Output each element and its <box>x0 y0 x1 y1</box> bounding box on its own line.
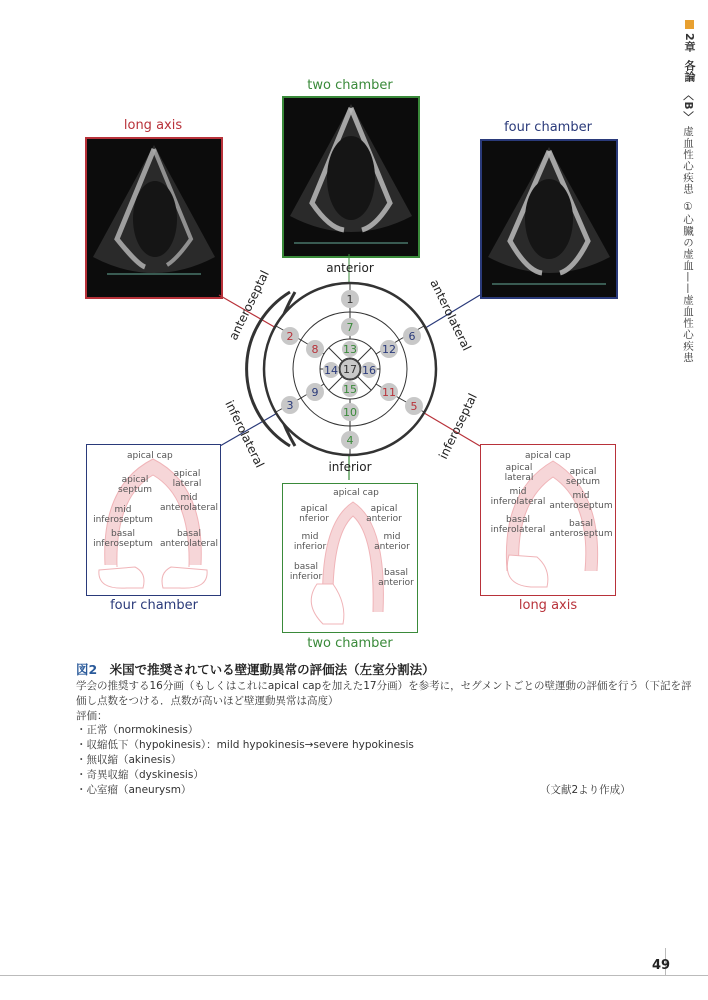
la-apical-cap: apical cap <box>525 451 571 461</box>
segment-15 <box>342 381 358 397</box>
svg-text:13: 13 <box>343 343 357 356</box>
wall-label-inferoseptal: inferoseptal <box>436 391 480 462</box>
fc-apical-septum: apical septum <box>118 475 152 495</box>
section-badge: 〈B〉 <box>682 89 694 122</box>
figure-title: 米国で推奨されている壁運動異常の評価法（左室分割法） <box>109 662 435 677</box>
svg-text:7: 7 <box>346 321 354 334</box>
fc-apical-cap: apical cap <box>127 451 173 461</box>
svg-text:11: 11 <box>382 386 396 399</box>
tc-apical-inferior: apical nferior <box>299 504 329 524</box>
segment-10 <box>341 403 359 421</box>
svg-text:14: 14 <box>324 364 338 377</box>
figure-number: 図2 <box>76 662 98 677</box>
segment-7 <box>341 318 359 336</box>
svg-text:12: 12 <box>382 343 396 356</box>
la-apical-septum: apical septum <box>566 467 600 487</box>
svg-text:3: 3 <box>286 399 294 412</box>
four-chamber-echo-label: four chamber <box>504 120 592 135</box>
svg-text:16: 16 <box>362 364 376 377</box>
segment-9 <box>306 383 324 401</box>
long-axis-diagram-label: long axis <box>518 598 578 613</box>
la-mid-inferolateral: mid inferolateral <box>490 487 546 507</box>
segment-1 <box>341 290 359 308</box>
wall-label-anterior: anterior <box>326 261 374 275</box>
caption-item-aneurysm: ・心室瘤（aneurysm） <box>76 784 192 796</box>
segment-12 <box>380 340 398 358</box>
four-chamber-diagram <box>86 444 221 596</box>
long-axis-echo-label: long axis <box>123 118 183 133</box>
tc-apical-cap: apical cap <box>333 488 379 498</box>
wall-label-anterolateral: anterolateral <box>427 277 474 353</box>
tc-mid-anterior: mid anterior <box>374 532 410 552</box>
wall-label-inferolateral: inferolateral <box>222 398 267 470</box>
segment-5 <box>405 397 423 415</box>
two-chamber-diagram-label: two chamber <box>307 636 393 651</box>
svg-text:2: 2 <box>286 330 294 343</box>
segment-6 <box>403 327 421 345</box>
svg-text:8: 8 <box>311 343 319 356</box>
caption-body-line-2: 価し点数をつける．点数が高いほど壁運動異常は高度） <box>76 695 339 707</box>
running-title: 虚血性心疾患 <box>682 125 694 195</box>
svg-text:17: 17 <box>343 363 357 376</box>
segment-8 <box>306 340 324 358</box>
segment-3 <box>281 396 299 414</box>
footer-rule <box>0 975 708 976</box>
four-chamber-diagram-label: four chamber <box>110 598 198 613</box>
la-apical-lateral: apical lateral <box>504 463 534 483</box>
svg-text:5: 5 <box>410 400 418 413</box>
svg-text:10: 10 <box>343 406 357 419</box>
two-chamber-echo-label: two chamber <box>307 78 393 93</box>
figure-caption-title <box>76 660 435 678</box>
caption-item-hypokinesis: ・収縮低下（hypokinesis）：mild hypokinesis→severe hypokinesis <box>76 739 414 751</box>
segment-16 <box>361 362 377 378</box>
segment-14 <box>323 362 339 378</box>
long-axis-diagram <box>480 444 616 596</box>
section-label: 各論 <box>683 59 696 82</box>
segment-11 <box>380 383 398 401</box>
fc-apical-lateral: apical lateral <box>172 469 202 489</box>
la-basal-inferolateral: basal inferolateral <box>490 515 546 535</box>
chapter-label: 2章 <box>683 33 696 52</box>
two-chamber-diagram <box>282 483 418 633</box>
fc-mid-inferoseptum: mid inferoseptum <box>93 505 153 525</box>
caption-item-normokinesis: ・正常（normokinesis） <box>76 724 199 736</box>
svg-text:6: 6 <box>408 330 416 343</box>
segment-13 <box>342 341 358 357</box>
svg-text:15: 15 <box>343 383 357 396</box>
caption-eval-header: 評価： <box>76 710 108 722</box>
tc-apical-anterior: apical anterior <box>366 504 402 524</box>
tc-basal-inferior: basal inferior <box>289 562 323 582</box>
fc-basal-anterolateral: basal anterolateral <box>159 529 219 549</box>
caption-item-dyskinesis: ・奇異収縮（dyskinesis） <box>76 769 204 781</box>
fc-basal-inferoseptum: basal inferoseptum <box>93 529 153 549</box>
svg-text:4: 4 <box>346 434 354 447</box>
caption-body-line-1: 学会の推奨する16分画（もしくはこれにapical capを加えた17分画）を参考に，セグメントごとの壁運動の評価を行う（下記を評 <box>76 680 692 692</box>
wall-label-anteroseptal: anteroseptal <box>226 268 272 343</box>
segment-2 <box>281 327 299 345</box>
caption-item-akinesis: ・無収縮（akinesis） <box>76 754 182 766</box>
page-number: 49 <box>652 958 671 973</box>
svg-text:9: 9 <box>311 386 319 399</box>
fc-mid-anterolateral: mid anterolateral <box>159 493 219 513</box>
sub-running-title: ①心臓の虚血——虚血性心疾患 <box>682 200 694 364</box>
svg-text:1: 1 <box>346 293 354 306</box>
la-basal-anteroseptum: basal anteroseptum <box>549 519 613 539</box>
caption-source: （文献2より作成） <box>540 784 631 796</box>
segment-4 <box>341 431 359 449</box>
segment-17 <box>340 359 360 379</box>
wall-label-inferior: inferior <box>328 460 372 474</box>
tc-basal-anterior: basal anterior <box>378 568 414 588</box>
la-mid-anteroseptum: mid anteroseptum <box>549 491 613 511</box>
tc-mid-inferior: mid inferior <box>293 532 327 552</box>
